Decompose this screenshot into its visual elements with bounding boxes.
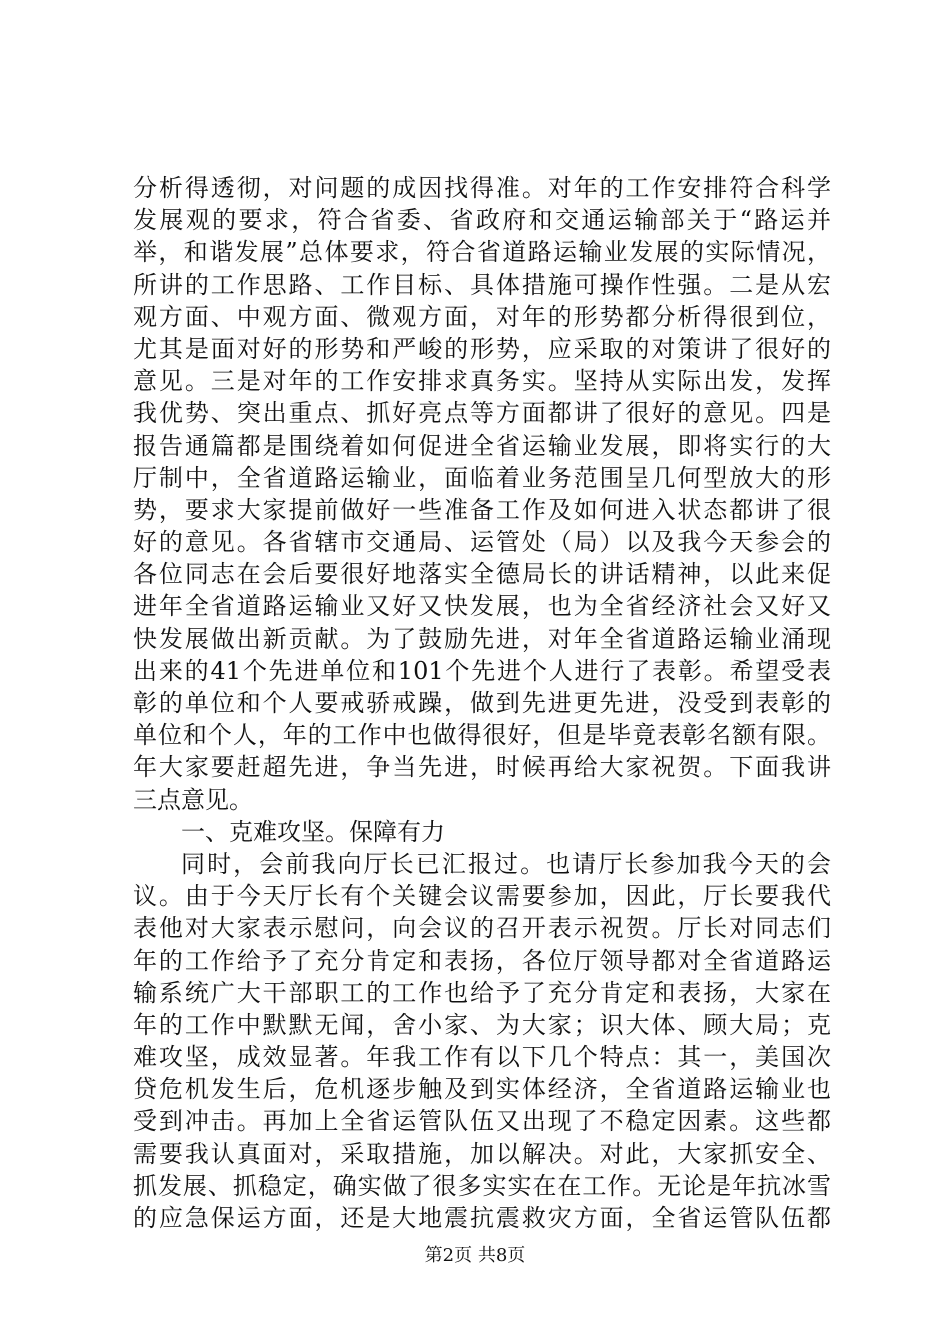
text-line: 年大家要赶超先进，争当先进，时候再给大家祝贺。下面我讲 [133, 753, 831, 782]
text-line: 同时，会前我向厅长已汇报过。也请厅长参加我今天的会 [181, 849, 831, 878]
text-line: 意见。三是对年的工作安排求真务实。坚持从实际出发，发挥 [133, 367, 831, 396]
text-line: 受到冲击。再加上全省运管队伍又出现了不稳定因素。这些都 [133, 1107, 831, 1136]
text-line: 年的工作中默默无闻，舍小家、为大家；识大体、顾大局；克 [133, 1010, 831, 1039]
text-line: 我优势、突出重点、抓好亮点等方面都讲了很好的意见。四是 [133, 399, 831, 428]
text-line: 快发展做出新贡献。为了鼓励先进，对年全省道路运输业涌现 [133, 624, 831, 653]
text-line: 报告通篇都是围绕着如何促进全省运输业发展，即将实行的大 [133, 431, 831, 460]
text-line: 势，要求大家提前做好一些准备工作及如何进入状态都讲了很 [133, 495, 831, 524]
document-body [133, 172, 831, 1234]
text-line: 举，和谐发展”总体要求，符合省道路运输业发展的实际情况， [133, 238, 831, 267]
text-line: 所讲的工作思路、工作目标、具体措施可操作性强。二是从宏 [133, 270, 831, 299]
text-line: 进年全省道路运输业又好又快发展，也为全省经济社会又好又 [133, 592, 831, 621]
text-line: 议。由于今天厅长有个关键会议需要参加，因此，厅长要我代 [133, 882, 831, 911]
page-number: 第2页 共8页 [424, 1245, 526, 1266]
section-heading: 一、克难攻坚。保障有力 [181, 817, 445, 846]
text-line: 厅制中，全省道路运输业，面临着业务范围呈几何型放大的形 [133, 463, 831, 492]
text-line: 贷危机发生后，危机逐步触及到实体经济，全省道路运输业也 [133, 1075, 831, 1104]
text-line: 年的工作给予了充分肯定和表扬，各位厅领导都对全省道路运 [133, 946, 831, 975]
text-line: 尤其是面对好的形势和严峻的形势，应采取的对策讲了很好的 [133, 334, 831, 363]
text-line: 难攻坚，成效显著。年我工作有以下几个特点：其一，美国次 [133, 1043, 831, 1072]
text-line: 出来的41个先进单位和101个先进个人进行了表彰。希望受表 [133, 656, 831, 685]
text-line: 发展观的要求，符合省委、省政府和交通运输部关于“路运并 [133, 206, 831, 235]
text-line: 观方面、中观方面、微观方面，对年的形势都分析得很到位， [133, 302, 831, 331]
text-line: 需要我认真面对，采取措施，加以解决。对此，大家抓安全、 [133, 1139, 831, 1168]
text-line: 的应急保运方面，还是大地震抗震救灾方面，全省运管队伍都 [133, 1204, 831, 1232]
text-line: 好的意见。各省辖市交通局、运管处（局）以及我今天参会的 [133, 528, 831, 557]
text-line: 分析得透彻，对问题的成因找得准。对年的工作安排符合科学 [133, 174, 831, 202]
text-line: 彰的单位和个人要戒骄戒躁，做到先进更先进，没受到表彰的 [133, 689, 831, 717]
text-line: 表他对大家表示慰问，向会议的召开表示祝贺。厅长对同志们 [133, 914, 831, 943]
text-line: 各位同志在会后要很好地落实全德局长的讲话精神，以此来促 [133, 560, 831, 589]
text-line: 单位和个人，年的工作中也做得很好，但是毕竟表彰名额有限。 [133, 721, 831, 750]
text-line: 三点意见。 [133, 785, 253, 814]
text-line: 抓发展、抓稳定，确实做了很多实实在在工作。无论是年抗冰雪 [133, 1171, 831, 1200]
text-line: 输系统广大干部职工的工作也给予了充分肯定和表扬，大家在 [133, 978, 831, 1007]
